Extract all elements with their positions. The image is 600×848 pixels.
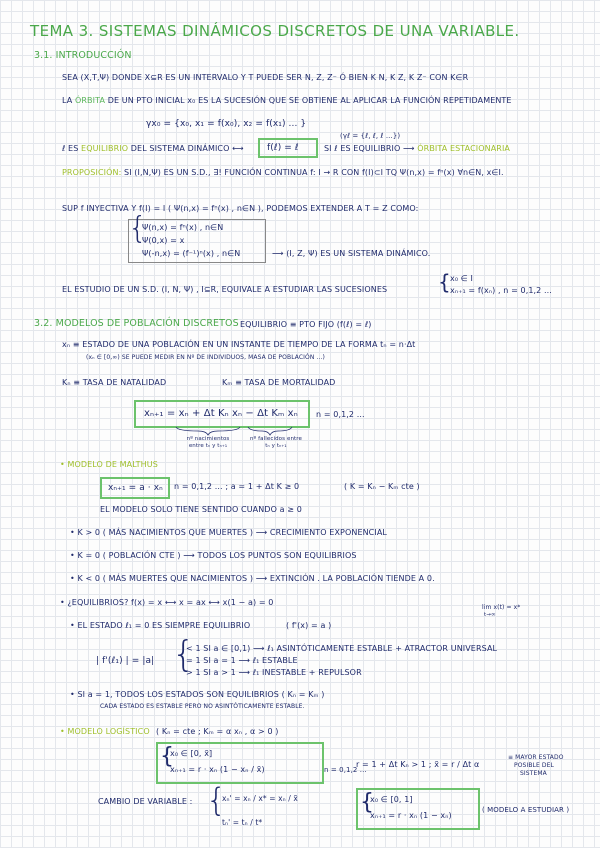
- intro-line-1: SEA (X,T,Ψ) DONDE X⊆R ES UN INTERVALO Y T PUEDE SER N, Z, Z⁻ Ó BIEN K N, K Z, K Z⁻ CON K∈R: [62, 73, 469, 82]
- system-eq-1: Ψ(n,x) = fⁿ(x) , n∈N: [142, 223, 224, 232]
- cv-eq-2: tₙ' = tₙ / t*: [222, 818, 263, 827]
- change-brace: {: [206, 781, 227, 819]
- sequence-brace: {: [438, 270, 451, 294]
- system-eq-2: Ψ(0,x) = x: [142, 236, 185, 245]
- logistico-rates: ( Kₙ = cte ; Kₘ = α xₙ , α > 0 ): [156, 727, 279, 736]
- logistic-system-box: { x₀ ∈ [0, x̃] xₙ₊₁ = r · xₙ (1 − xₙ / x̃): [156, 742, 324, 784]
- final-model-box: { x₀ ∈ [0, 1] xₙ₊₁ = r · xₙ (1 − xₙ): [356, 788, 480, 830]
- orbita-line: LA ÓRBITA DE UN PTO INICIAL x₀ ES LA SUCESIÓN QUE SE OBTIENE AL APLICAR LA FUNCIÓN REPETIDAMENTE: [62, 96, 512, 105]
- xn-note: (xₙ ∈ [0,∞) SE PUEDE MEDIR EN Nº DE INDIVIDUOS, MASA DE POBLACIÓN ...): [86, 354, 325, 361]
- sequence-eq-1: x₀ ∈ I: [450, 274, 473, 283]
- system-result: ⟶ (I, Z, Ψ) ES UN SISTEMA DINÁMICO.: [272, 249, 431, 258]
- bullet-k-zero: • K = 0 ( POBLACIÓN CTE ) ⟶ TODOS LOS PUNTOS SON EQUILIBRIOS: [70, 551, 357, 560]
- malthus-box: xₙ₊₁ = a · xₙ: [100, 477, 170, 499]
- orbita-estacionaria-line: SI ℓ ES EQUILIBRIO ⟶ ÓRBITA ESTACIONARIA: [324, 144, 510, 153]
- inyectiva-line: SUP f INYECTIVA Y f(I) = I ( Ψ(n,x) = fⁿ(x) , n∈N ), PODEMOS EXTENDER A T = Z COMO:: [62, 204, 419, 213]
- estudio-line: EL ESTUDIO DE UN S.D. (I, N, Ψ) , I⊆R, EQUIVALE A ESTUDIAR LAS SUCESIONES: [62, 285, 388, 294]
- malthus-conditions: n = 0,1,2 ... ; a = 1 + Δt K ≥ 0: [174, 482, 300, 491]
- brace-fallecidos: nº fallecidos entre tₙ y tₙ₊₁: [249, 436, 303, 449]
- brace-nacimientos: nº nacimientos entre tₙ y tₙ₊₁: [186, 436, 230, 449]
- modelo-a-estudiar: ( MODELO A ESTUDIAR ): [482, 806, 570, 814]
- cv-eq-1: xₙ' = xₙ / x* = xₙ / x̃: [222, 794, 298, 803]
- system-brace: {: [128, 211, 148, 246]
- bullet-a-uno: • SI a = 1, TODOS LOS ESTADOS SON EQUILIBRIOS ( Kₙ = Kₘ ): [70, 690, 325, 699]
- cases-brace: {: [172, 634, 196, 675]
- bullet-estado-cero: • EL ESTADO ℓ₁ = 0 ES SIEMPRE EQUILIBRIO: [70, 621, 251, 630]
- case-2: = 1 SI a = 1 ⟶ ℓ₁ ESTABLE: [186, 656, 298, 665]
- bullet-k-positive: • K > 0 ( MÁS NACIMIENTOS QUE MUERTES ) ⟶ CRECIMIENTO EXPONENCIAL: [70, 528, 387, 537]
- proposicion-line: PROPOSICIÓN: SI (I,N,Ψ) ES UN S.D., ∃! FUNCIÓN CONTINUA f: I → R CON f(I)⊂I TQ Ψ(n,x) = fⁿ(x) ∀n∈N, x∈I.: [62, 168, 504, 177]
- section-heading-intro: 3.1. INTRODUCCIÓN: [34, 50, 132, 61]
- sequence-eq-2: xₙ₊₁ = f(xₙ) , n = 0,1,2 ...: [450, 286, 552, 295]
- case-3: > 1 SI a > 1 ⟶ ℓ₁ INESTABLE + REPULSOR: [186, 668, 362, 677]
- orbita-formula: γx₀ = {x₀, x₁ = f(x₀), x₂ = f(x₁) ... }: [146, 119, 307, 129]
- r-def: r = 1 + Δt Kₙ > 1 ; x̃ = r / Δt α: [356, 760, 480, 769]
- main-model-box: xₙ₊₁ = xₙ + Δt Kₙ xₙ − Δt Kₘ xₙ: [134, 400, 310, 428]
- malthus-heading: • MODELO DE MALTHUS: [60, 460, 158, 469]
- r-note-1: ≡ MAYOR ESTADO: [508, 754, 564, 761]
- logistic-n: n = 0,1,2 ...: [324, 766, 367, 774]
- limit-note: lim x(t) = x*: [482, 604, 521, 611]
- equilibrio-line: ℓ ES EQUILIBRIO DEL SISTEMA DINÁMICO ⟷: [62, 144, 244, 153]
- equilibrio-box: f(ℓ) = ℓ: [258, 138, 318, 158]
- r-note-2: POSIBLE DEL: [514, 762, 554, 769]
- page-title: TEMA 3. SISTEMAS DINÁMICOS DISCRETOS DE UNA VARIABLE.: [30, 22, 520, 40]
- system-eq-3: Ψ(-n,x) = (f⁻¹)ⁿ(x) , n∈N: [142, 249, 241, 258]
- orbita-term: ÓRBITA: [74, 96, 106, 105]
- abs-derivative: | f'(ℓ₁) | = |a|: [96, 656, 155, 666]
- bullet-k-negative: • K < 0 ( MÁS MUERTES QUE NACIMIENTOS ) ⟶ EXTINCIÓN . LA POBLACIÓN TIENDE A 0.: [70, 574, 435, 583]
- orbita-estacionaria-set: (γℓ = {ℓ, ℓ, ℓ ...}): [340, 132, 401, 140]
- mortalidad-def: Kₘ ≡ TASA DE MORTALIDAD: [222, 378, 336, 387]
- limit-sub: t→∞: [484, 612, 496, 618]
- logistico-heading: • MODELO LOGÍSTICO: [60, 727, 150, 736]
- malthus-k: ( K = Kₙ − Kₘ cte ): [344, 482, 420, 491]
- r-note-3: SISTEMA: [520, 770, 547, 777]
- natalidad-def: Kₙ ≡ TASA DE NATALIDAD: [62, 378, 167, 387]
- case-1: < 1 SI a ∈ [0,1) ⟶ ℓ₁ ASINTÓTICAMENTE ESTABLE + ATRACTOR UNIVERSAL: [186, 644, 498, 653]
- cambio-variable: CAMBIO DE VARIABLE :: [98, 797, 193, 806]
- equilibrio-def: EQUILIBRIO ≡ PTO FIJO (f(ℓ) = ℓ): [240, 320, 372, 329]
- derivative-note: ( f'(x) = a ): [286, 621, 332, 630]
- section-heading-modelos: 3.2. MODELOS DE POBLACIÓN DISCRETOS: [34, 318, 239, 329]
- bullet-a-uno-note: CADA ESTADO ES ESTABLE PERO NO ASINTÓTICAMENTE ESTABLE.: [100, 703, 305, 710]
- xn-def: xₙ ≡ ESTADO DE UNA POBLACIÓN EN UN INSTANTE DE TIEMPO DE LA FORMA tₙ = n·Δt: [62, 340, 416, 349]
- bullet-equilibrios: • ¿EQUILIBRIOS? f(x) = x ⟷ x = ax ⟷ x(1 − a) = 0: [60, 598, 274, 607]
- main-model-n: n = 0,1,2 ...: [316, 410, 365, 419]
- malthus-sentido: EL MODELO SOLO TIENE SENTIDO CUANDO a ≥ 0: [100, 505, 302, 514]
